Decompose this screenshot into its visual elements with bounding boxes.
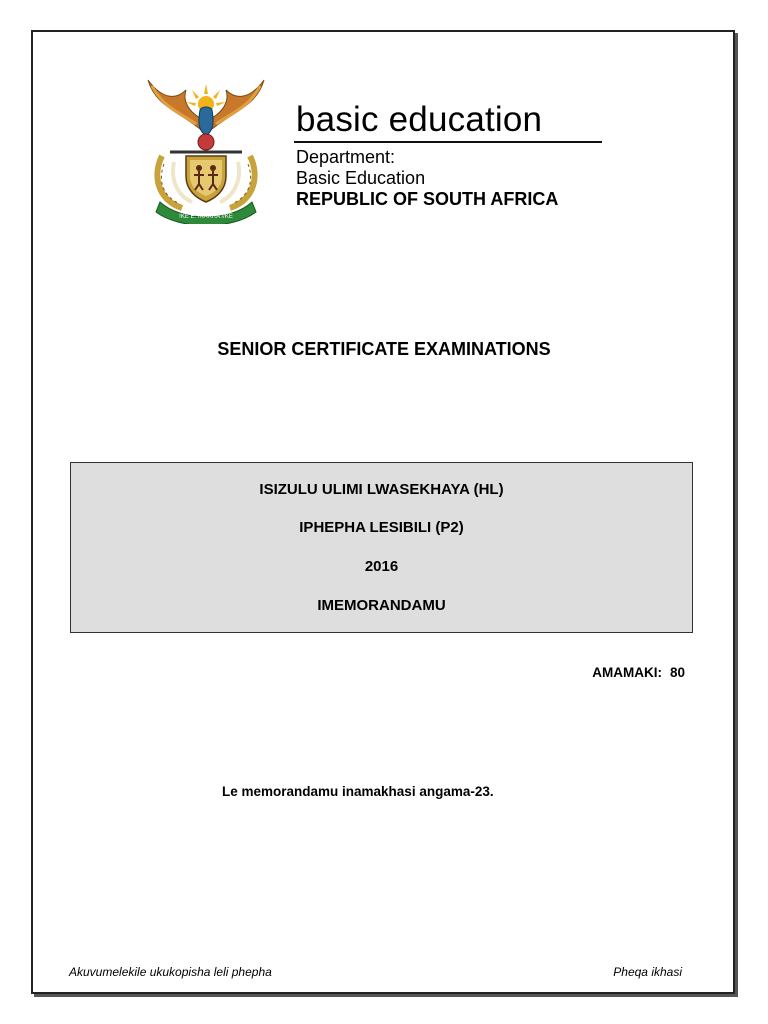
crest-motto: !KE E: /XARRA //KE [179,214,233,220]
department-name: Basic Education [296,168,426,188]
subject-info-box [70,462,693,633]
exam-year: 2016 [364,558,399,575]
department-label: Department: [296,147,396,167]
turn-page-note: Pheqa ikhasi [613,965,682,979]
document-type: IMEMORANDAMU [317,597,446,614]
brand-underline [294,141,602,143]
coat-of-arms-icon [142,72,270,224]
subject-name: ISIZULU ULIMI LWASEKHAYA (HL) [259,481,504,498]
exam-title: SENIOR CERTIFICATE EXAMINATIONS [217,339,551,359]
brand-title: basic education [296,100,543,139]
marks-label: AMAMAKI: [592,665,662,680]
copy-restriction-note: Akuvumelekile ukukopisha leli phepha [69,965,272,979]
page-count-note: Le memorandamu inamakhasi angama-23. [222,784,494,799]
country-name: REPUBLIC OF SOUTH AFRICA [296,189,559,209]
marks-value: 80 [669,665,685,680]
paper-number: IPHEPHA LESIBILI (P2) [299,519,464,536]
marks-total [592,665,685,681]
